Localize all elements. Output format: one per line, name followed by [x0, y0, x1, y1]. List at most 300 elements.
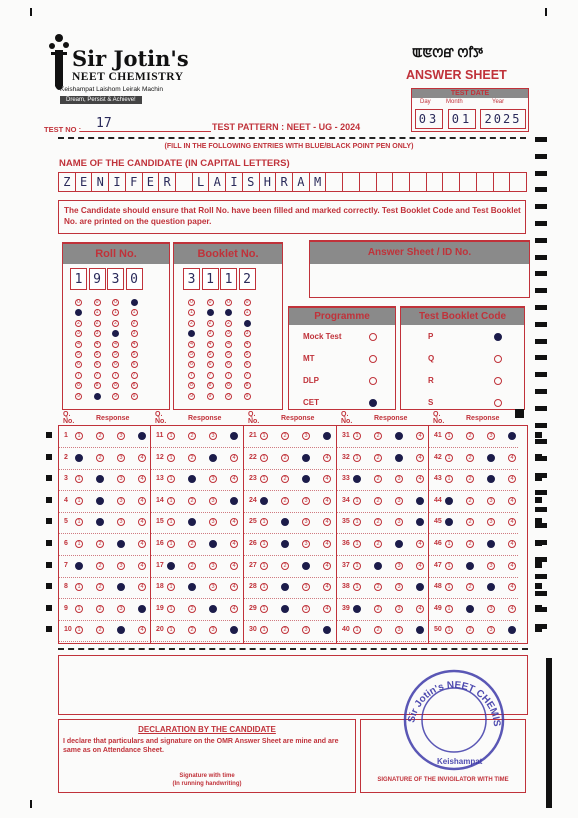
response-bubble[interactable]: 1: [353, 432, 361, 440]
response-bubble[interactable]: 1: [445, 454, 453, 462]
digit-bubble[interactable]: 2: [188, 320, 195, 327]
digit-bubble[interactable]: 8: [94, 382, 101, 389]
digit-bubble[interactable]: 5: [94, 351, 101, 358]
digit-bubble[interactable]: 8: [225, 382, 232, 389]
response-bubble[interactable]: 3: [487, 497, 495, 505]
response-bubble[interactable]: 2: [96, 605, 104, 613]
digit-bubble[interactable]: 6: [131, 361, 138, 368]
name-char-box[interactable]: [426, 172, 444, 192]
response-bubble[interactable]: 2: [466, 454, 474, 462]
response-bubble[interactable]: 4: [323, 562, 331, 570]
response-bubble[interactable]: 2: [466, 432, 474, 440]
response-bubble[interactable]: 1: [353, 497, 361, 505]
name-char-box[interactable]: [392, 172, 410, 192]
digit-bubble[interactable]: 6: [112, 361, 119, 368]
response-bubble[interactable]: 2: [466, 518, 474, 526]
response-bubble[interactable]: [75, 454, 83, 462]
response-bubble[interactable]: 4: [416, 454, 424, 462]
digit-box[interactable]: 2: [239, 268, 256, 290]
response-bubble[interactable]: 2: [466, 583, 474, 591]
response-bubble[interactable]: 4: [323, 583, 331, 591]
response-bubble[interactable]: 1: [260, 626, 268, 634]
response-bubble[interactable]: 1: [75, 626, 83, 634]
name-char-box[interactable]: M: [309, 172, 327, 192]
response-bubble[interactable]: 4: [508, 583, 516, 591]
response-bubble[interactable]: 1: [167, 475, 175, 483]
digit-bubble[interactable]: 7: [188, 372, 195, 379]
response-bubble[interactable]: 1: [260, 540, 268, 548]
response-bubble[interactable]: 1: [75, 497, 83, 505]
response-bubble[interactable]: 1: [167, 626, 175, 634]
response-bubble[interactable]: 2: [281, 497, 289, 505]
response-bubble[interactable]: 3: [487, 562, 495, 570]
digit-bubble[interactable]: 4: [244, 341, 251, 348]
response-bubble[interactable]: 4: [323, 605, 331, 613]
response-bubble[interactable]: [416, 497, 424, 505]
digit-bubble[interactable]: 7: [131, 372, 138, 379]
digit-bubble[interactable]: 0: [112, 299, 119, 306]
digit-bubble[interactable]: 7: [207, 372, 214, 379]
booklet-code-bubble[interactable]: [494, 399, 502, 407]
response-bubble[interactable]: 3: [117, 497, 125, 505]
response-bubble[interactable]: 3: [395, 605, 403, 613]
response-bubble[interactable]: 2: [96, 583, 104, 591]
response-bubble[interactable]: [117, 540, 125, 548]
digit-bubble[interactable]: 4: [207, 341, 214, 348]
digit-bubble[interactable]: 6: [188, 361, 195, 368]
response-bubble[interactable]: 4: [230, 540, 238, 548]
response-bubble[interactable]: 4: [508, 562, 516, 570]
digit-bubble[interactable]: 7: [75, 372, 82, 379]
name-char-box[interactable]: E: [75, 172, 93, 192]
response-bubble[interactable]: [96, 497, 104, 505]
response-bubble[interactable]: 3: [487, 605, 495, 613]
response-bubble[interactable]: 1: [75, 518, 83, 526]
digit-bubble[interactable]: 8: [75, 382, 82, 389]
response-bubble[interactable]: 2: [96, 626, 104, 634]
response-bubble[interactable]: 1: [260, 475, 268, 483]
response-bubble[interactable]: 1: [167, 454, 175, 462]
digit-bubble[interactable]: 9: [112, 393, 119, 400]
digit-bubble[interactable]: 2: [131, 320, 138, 327]
response-bubble[interactable]: [395, 432, 403, 440]
name-char-box[interactable]: A: [292, 172, 310, 192]
response-bubble[interactable]: 4: [508, 540, 516, 548]
programme-option-bubble[interactable]: [369, 333, 377, 341]
response-bubble[interactable]: 2: [188, 626, 196, 634]
response-bubble[interactable]: 3: [395, 583, 403, 591]
response-bubble[interactable]: 1: [445, 583, 453, 591]
response-bubble[interactable]: [487, 540, 495, 548]
digit-bubble[interactable]: 3: [75, 330, 82, 337]
response-bubble[interactable]: 1: [75, 432, 83, 440]
response-bubble[interactable]: 1: [75, 605, 83, 613]
response-bubble[interactable]: [230, 497, 238, 505]
digit-bubble[interactable]: 5: [225, 351, 232, 358]
response-bubble[interactable]: 3: [209, 497, 217, 505]
name-char-box[interactable]: F: [125, 172, 143, 192]
response-bubble[interactable]: [374, 562, 382, 570]
name-char-box[interactable]: I: [225, 172, 243, 192]
response-bubble[interactable]: 2: [188, 497, 196, 505]
digit-bubble[interactable]: 6: [94, 361, 101, 368]
name-char-box[interactable]: [442, 172, 460, 192]
response-bubble[interactable]: 1: [260, 518, 268, 526]
response-bubble[interactable]: 3: [395, 518, 403, 526]
name-char-box[interactable]: [342, 172, 360, 192]
response-bubble[interactable]: 4: [416, 475, 424, 483]
response-bubble[interactable]: 1: [167, 518, 175, 526]
response-bubble[interactable]: 1: [445, 432, 453, 440]
digit-bubble[interactable]: 9: [244, 393, 251, 400]
digit-bubble[interactable]: 7: [225, 372, 232, 379]
response-bubble[interactable]: 4: [138, 562, 146, 570]
response-bubble[interactable]: 4: [230, 562, 238, 570]
response-bubble[interactable]: 3: [395, 475, 403, 483]
name-char-box[interactable]: [509, 172, 527, 192]
digit-bubble[interactable]: 9: [188, 393, 195, 400]
response-bubble[interactable]: 3: [487, 432, 495, 440]
digit-bubble[interactable]: 7: [244, 372, 251, 379]
response-bubble[interactable]: 1: [75, 540, 83, 548]
digit-box[interactable]: 1: [202, 268, 219, 290]
response-bubble[interactable]: 3: [487, 518, 495, 526]
response-bubble[interactable]: 2: [281, 475, 289, 483]
digit-bubble[interactable]: 0: [225, 299, 232, 306]
response-bubble[interactable]: 2: [188, 562, 196, 570]
response-bubble[interactable]: [487, 454, 495, 462]
response-bubble[interactable]: 4: [138, 518, 146, 526]
response-bubble[interactable]: [75, 562, 83, 570]
response-bubble[interactable]: 3: [302, 540, 310, 548]
response-bubble[interactable]: 2: [374, 432, 382, 440]
response-bubble[interactable]: 2: [281, 432, 289, 440]
response-bubble[interactable]: 4: [230, 518, 238, 526]
digit-bubble[interactable]: [94, 393, 101, 400]
response-bubble[interactable]: 1: [260, 605, 268, 613]
response-bubble[interactable]: 1: [260, 583, 268, 591]
response-bubble[interactable]: 1: [260, 562, 268, 570]
digit-bubble[interactable]: 1: [131, 309, 138, 316]
response-bubble[interactable]: 3: [117, 562, 125, 570]
response-bubble[interactable]: 2: [374, 583, 382, 591]
name-char-box[interactable]: Z: [58, 172, 76, 192]
digit-bubble[interactable]: 4: [225, 341, 232, 348]
response-bubble[interactable]: [466, 605, 474, 613]
digit-bubble[interactable]: 0: [244, 299, 251, 306]
response-bubble[interactable]: 1: [353, 540, 361, 548]
response-bubble[interactable]: 2: [374, 540, 382, 548]
digit-bubble[interactable]: 1: [188, 309, 195, 316]
name-char-box[interactable]: [175, 172, 193, 192]
programme-option-bubble[interactable]: [369, 355, 377, 363]
name-char-box[interactable]: R: [158, 172, 176, 192]
response-bubble[interactable]: 2: [96, 454, 104, 462]
response-bubble[interactable]: 1: [75, 475, 83, 483]
response-bubble[interactable]: 1: [260, 454, 268, 462]
response-bubble[interactable]: 3: [302, 626, 310, 634]
booklet-code-bubble[interactable]: [494, 377, 502, 385]
response-bubble[interactable]: 1: [167, 497, 175, 505]
name-char-box[interactable]: [359, 172, 377, 192]
digit-bubble[interactable]: 3: [225, 330, 232, 337]
name-char-box[interactable]: [476, 172, 494, 192]
response-bubble[interactable]: 4: [138, 475, 146, 483]
response-bubble[interactable]: 1: [353, 626, 361, 634]
response-bubble[interactable]: 4: [230, 475, 238, 483]
response-bubble[interactable]: [281, 605, 289, 613]
digit-bubble[interactable]: 1: [94, 309, 101, 316]
response-bubble[interactable]: 2: [188, 605, 196, 613]
response-bubble[interactable]: 4: [508, 497, 516, 505]
digit-bubble[interactable]: 1: [112, 309, 119, 316]
response-bubble[interactable]: 1: [445, 605, 453, 613]
name-char-box[interactable]: H: [259, 172, 277, 192]
response-bubble[interactable]: [395, 454, 403, 462]
response-bubble[interactable]: 4: [138, 626, 146, 634]
response-bubble[interactable]: 3: [302, 497, 310, 505]
digit-bubble[interactable]: 9: [131, 393, 138, 400]
response-bubble[interactable]: 4: [323, 518, 331, 526]
response-bubble[interactable]: 1: [445, 562, 453, 570]
digit-bubble[interactable]: 5: [188, 351, 195, 358]
digit-box[interactable]: 3: [107, 268, 124, 290]
response-bubble[interactable]: 2: [374, 454, 382, 462]
digit-bubble[interactable]: 2: [75, 320, 82, 327]
booklet-code-bubble[interactable]: [494, 333, 502, 341]
response-bubble[interactable]: [323, 432, 331, 440]
response-bubble[interactable]: 3: [395, 562, 403, 570]
response-bubble[interactable]: 4: [138, 454, 146, 462]
response-bubble[interactable]: 3: [487, 626, 495, 634]
digit-bubble[interactable]: 6: [75, 361, 82, 368]
response-bubble[interactable]: 4: [138, 540, 146, 548]
digit-bubble[interactable]: 4: [112, 341, 119, 348]
digit-bubble[interactable]: 4: [75, 341, 82, 348]
response-bubble[interactable]: 3: [117, 475, 125, 483]
name-char-box[interactable]: R: [275, 172, 293, 192]
response-bubble[interactable]: 1: [167, 583, 175, 591]
response-bubble[interactable]: 3: [209, 562, 217, 570]
response-bubble[interactable]: 2: [281, 562, 289, 570]
name-char-box[interactable]: N: [91, 172, 109, 192]
response-bubble[interactable]: 2: [466, 475, 474, 483]
digit-bubble[interactable]: 5: [112, 351, 119, 358]
digit-bubble[interactable]: 1: [244, 309, 251, 316]
response-bubble[interactable]: 4: [230, 583, 238, 591]
response-bubble[interactable]: 2: [96, 432, 104, 440]
response-bubble[interactable]: 1: [260, 432, 268, 440]
response-bubble[interactable]: 4: [323, 454, 331, 462]
response-bubble[interactable]: [209, 605, 217, 613]
response-bubble[interactable]: 3: [209, 475, 217, 483]
response-bubble[interactable]: [302, 562, 310, 570]
response-bubble[interactable]: 4: [230, 454, 238, 462]
name-char-box[interactable]: I: [108, 172, 126, 192]
name-char-box[interactable]: [409, 172, 427, 192]
response-bubble[interactable]: 3: [209, 518, 217, 526]
response-bubble[interactable]: [466, 562, 474, 570]
response-bubble[interactable]: 3: [302, 605, 310, 613]
response-bubble[interactable]: 1: [353, 583, 361, 591]
digit-bubble[interactable]: 2: [207, 320, 214, 327]
response-bubble[interactable]: 4: [416, 605, 424, 613]
response-bubble[interactable]: 3: [395, 626, 403, 634]
digit-bubble[interactable]: 3: [244, 330, 251, 337]
digit-bubble[interactable]: 5: [131, 351, 138, 358]
response-bubble[interactable]: 4: [416, 432, 424, 440]
booklet-code-bubble[interactable]: [494, 355, 502, 363]
digit-bubble[interactable]: 6: [225, 361, 232, 368]
digit-bubble[interactable]: 3: [207, 330, 214, 337]
response-bubble[interactable]: 1: [167, 605, 175, 613]
digit-bubble[interactable]: 0: [94, 299, 101, 306]
name-char-box[interactable]: L: [192, 172, 210, 192]
response-bubble[interactable]: 1: [353, 562, 361, 570]
response-bubble[interactable]: [209, 540, 217, 548]
response-bubble[interactable]: 2: [374, 626, 382, 634]
response-bubble[interactable]: 1: [445, 540, 453, 548]
digit-bubble[interactable]: 8: [244, 382, 251, 389]
name-char-box[interactable]: [493, 172, 511, 192]
response-bubble[interactable]: 1: [75, 583, 83, 591]
response-bubble[interactable]: 2: [96, 562, 104, 570]
digit-box[interactable]: 9: [89, 268, 106, 290]
response-bubble[interactable]: 4: [230, 605, 238, 613]
name-char-box[interactable]: [459, 172, 477, 192]
digit-bubble[interactable]: 2: [94, 320, 101, 327]
digit-box[interactable]: 0: [126, 268, 143, 290]
name-char-box[interactable]: A: [208, 172, 226, 192]
response-bubble[interactable]: 2: [466, 626, 474, 634]
response-bubble[interactable]: 2: [281, 626, 289, 634]
response-bubble[interactable]: 2: [374, 497, 382, 505]
response-bubble[interactable]: 2: [281, 454, 289, 462]
digit-bubble[interactable]: 4: [188, 341, 195, 348]
response-bubble[interactable]: 2: [466, 497, 474, 505]
response-bubble[interactable]: 3: [209, 583, 217, 591]
response-bubble[interactable]: 3: [117, 518, 125, 526]
digit-bubble[interactable]: 5: [207, 351, 214, 358]
name-char-box[interactable]: E: [142, 172, 160, 192]
response-bubble[interactable]: [230, 432, 238, 440]
name-char-box[interactable]: [325, 172, 343, 192]
digit-bubble[interactable]: 0: [75, 299, 82, 306]
response-bubble[interactable]: 2: [374, 518, 382, 526]
response-bubble[interactable]: [167, 562, 175, 570]
response-bubble[interactable]: 3: [209, 626, 217, 634]
response-bubble[interactable]: 4: [508, 605, 516, 613]
response-bubble[interactable]: 3: [117, 432, 125, 440]
digit-bubble[interactable]: 6: [244, 361, 251, 368]
response-bubble[interactable]: 1: [167, 432, 175, 440]
response-bubble[interactable]: 1: [353, 518, 361, 526]
response-bubble[interactable]: 1: [353, 454, 361, 462]
response-bubble[interactable]: [281, 540, 289, 548]
name-char-box[interactable]: [376, 172, 394, 192]
name-boxes[interactable]: [58, 172, 526, 192]
response-bubble[interactable]: [209, 454, 217, 462]
response-bubble[interactable]: 2: [374, 605, 382, 613]
response-bubble[interactable]: 4: [323, 540, 331, 548]
response-bubble[interactable]: 3: [117, 605, 125, 613]
response-bubble[interactable]: 1: [445, 626, 453, 634]
digit-bubble[interactable]: 2: [225, 320, 232, 327]
digit-bubble[interactable]: 2: [112, 320, 119, 327]
response-bubble[interactable]: [353, 605, 361, 613]
response-bubble[interactable]: 2: [466, 540, 474, 548]
digit-bubble[interactable]: 3: [94, 330, 101, 337]
digit-bubble[interactable]: 3: [131, 330, 138, 337]
digit-bubble[interactable]: 5: [75, 351, 82, 358]
programme-option-bubble[interactable]: [369, 377, 377, 385]
digit-bubble[interactable]: 9: [75, 393, 82, 400]
response-bubble[interactable]: 4: [508, 475, 516, 483]
digit-bubble[interactable]: 7: [112, 372, 119, 379]
response-bubble[interactable]: 3: [302, 432, 310, 440]
digit-bubble[interactable]: 4: [94, 341, 101, 348]
response-bubble[interactable]: [138, 605, 146, 613]
digit-box[interactable]: 1: [220, 268, 237, 290]
response-bubble[interactable]: 3: [395, 497, 403, 505]
response-bubble[interactable]: 1: [167, 540, 175, 548]
response-bubble[interactable]: 2: [188, 540, 196, 548]
programme-option-bubble[interactable]: [369, 399, 377, 407]
response-bubble[interactable]: 1: [445, 475, 453, 483]
response-bubble[interactable]: 4: [138, 583, 146, 591]
digit-box[interactable]: 3: [183, 268, 200, 290]
response-bubble[interactable]: 3: [302, 518, 310, 526]
response-bubble[interactable]: 4: [138, 497, 146, 505]
digit-bubble[interactable]: 9: [225, 393, 232, 400]
digit-box[interactable]: 1: [70, 268, 87, 290]
response-bubble[interactable]: [302, 454, 310, 462]
response-bubble[interactable]: 4: [323, 497, 331, 505]
digit-bubble[interactable]: 8: [112, 382, 119, 389]
response-bubble[interactable]: [138, 432, 146, 440]
response-bubble[interactable]: 2: [374, 475, 382, 483]
response-bubble[interactable]: 2: [188, 432, 196, 440]
response-bubble[interactable]: 3: [302, 583, 310, 591]
response-bubble[interactable]: [445, 497, 453, 505]
digit-bubble[interactable]: 5: [244, 351, 251, 358]
digit-bubble[interactable]: 8: [207, 382, 214, 389]
digit-bubble[interactable]: 8: [131, 382, 138, 389]
digit-bubble[interactable]: [244, 320, 251, 327]
digit-bubble[interactable]: [207, 309, 214, 316]
response-bubble[interactable]: [508, 432, 516, 440]
response-bubble[interactable]: 4: [416, 540, 424, 548]
digit-bubble[interactable]: 4: [131, 341, 138, 348]
response-bubble[interactable]: 4: [416, 562, 424, 570]
response-bubble[interactable]: 4: [323, 475, 331, 483]
response-bubble[interactable]: [260, 497, 268, 505]
digit-bubble[interactable]: 7: [94, 372, 101, 379]
digit-bubble[interactable]: 9: [207, 393, 214, 400]
digit-bubble[interactable]: 0: [188, 299, 195, 306]
response-bubble[interactable]: 3: [209, 432, 217, 440]
response-bubble[interactable]: [395, 540, 403, 548]
name-char-box[interactable]: S: [242, 172, 260, 192]
digit-bubble[interactable]: 8: [188, 382, 195, 389]
digit-bubble[interactable]: [131, 299, 138, 306]
response-bubble[interactable]: 4: [508, 454, 516, 462]
response-bubble[interactable]: 4: [508, 518, 516, 526]
digit-bubble[interactable]: 0: [207, 299, 214, 306]
response-bubble[interactable]: 2: [96, 540, 104, 548]
response-bubble[interactable]: 2: [188, 454, 196, 462]
response-bubble[interactable]: 3: [117, 454, 125, 462]
